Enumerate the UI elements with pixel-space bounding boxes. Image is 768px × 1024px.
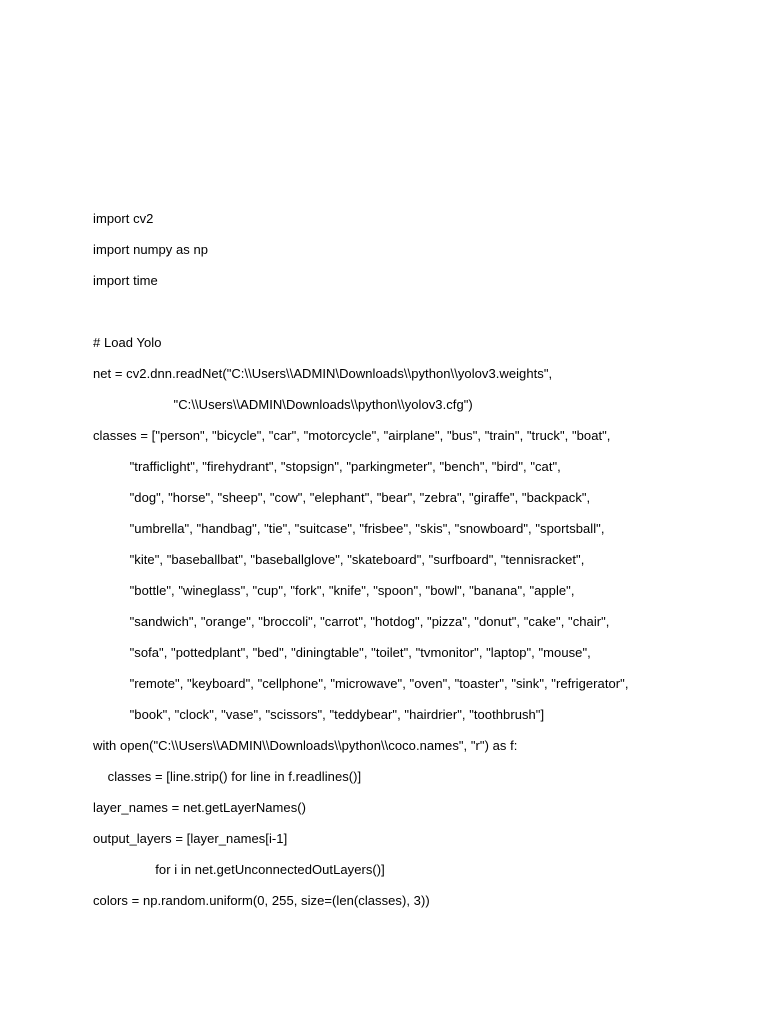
code-line: with open("C:\\Users\\ADMIN\\Downloads\\python\\coco.names", "r") as f: bbox=[93, 738, 518, 753]
code-line: import numpy as np bbox=[93, 242, 209, 257]
code-line: classes = ["person", "bicycle", "car", "motorcycle", "airplane", "bus", "train", "truck", "boat", bbox=[93, 428, 611, 443]
code-line: layer_names = net.getLayerNames() bbox=[93, 800, 307, 815]
code-line: "dog", "horse", "sheep", "cow", "elephant", "bear", "zebra", "giraffe", "backpack", bbox=[93, 490, 591, 505]
code-line: "C:\\Users\\ADMIN\Downloads\\python\\yolov3.cfg") bbox=[93, 397, 473, 412]
code-line: import cv2 bbox=[93, 211, 154, 226]
code-line: "kite", "baseballbat", "baseballglove", "skateboard", "surfboard", "tennisracket", bbox=[93, 552, 585, 567]
code-line: "sofa", "pottedplant", "bed", "diningtable", "toilet", "tvmonitor", "laptop", "mouse", bbox=[93, 645, 591, 660]
code-line: net = cv2.dnn.readNet("C:\\Users\\ADMIN\Downloads\\python\\yolov3.weights", bbox=[93, 366, 553, 381]
code-comment: # Load Yolo bbox=[93, 335, 162, 350]
code-line: import time bbox=[93, 273, 158, 288]
code-line: "remote", "keyboard", "cellphone", "microwave", "oven", "toaster", "sink", "refrigerator", bbox=[93, 676, 629, 691]
code-line: colors = np.random.uniform(0, 255, size=(len(classes), 3)) bbox=[93, 893, 430, 908]
code-line: "book", "clock", "vase", "scissors", "teddybear", "hairdrier", "toothbrush"] bbox=[93, 707, 545, 722]
code-line: classes = [line.strip() for line in f.readlines()] bbox=[93, 769, 362, 784]
code-line: "bottle", "wineglass", "cup", "fork", "knife", "spoon", "bowl", "banana", "apple", bbox=[93, 583, 575, 598]
code-line: "sandwich", "orange", "broccoli", "carrot", "hotdog", "pizza", "donut", "cake", "chair", bbox=[93, 614, 610, 629]
code-line: for i in net.getUnconnectedOutLayers()] bbox=[93, 862, 385, 877]
code-line: "umbrella", "handbag", "tie", "suitcase", "frisbee", "skis", "snowboard", "sportsball", bbox=[93, 521, 605, 536]
code-line: "trafficlight", "firehydrant", "stopsign", "parkingmeter", "bench", "bird", "cat", bbox=[93, 459, 561, 474]
code-line: output_layers = [layer_names[i-1] bbox=[93, 831, 288, 846]
